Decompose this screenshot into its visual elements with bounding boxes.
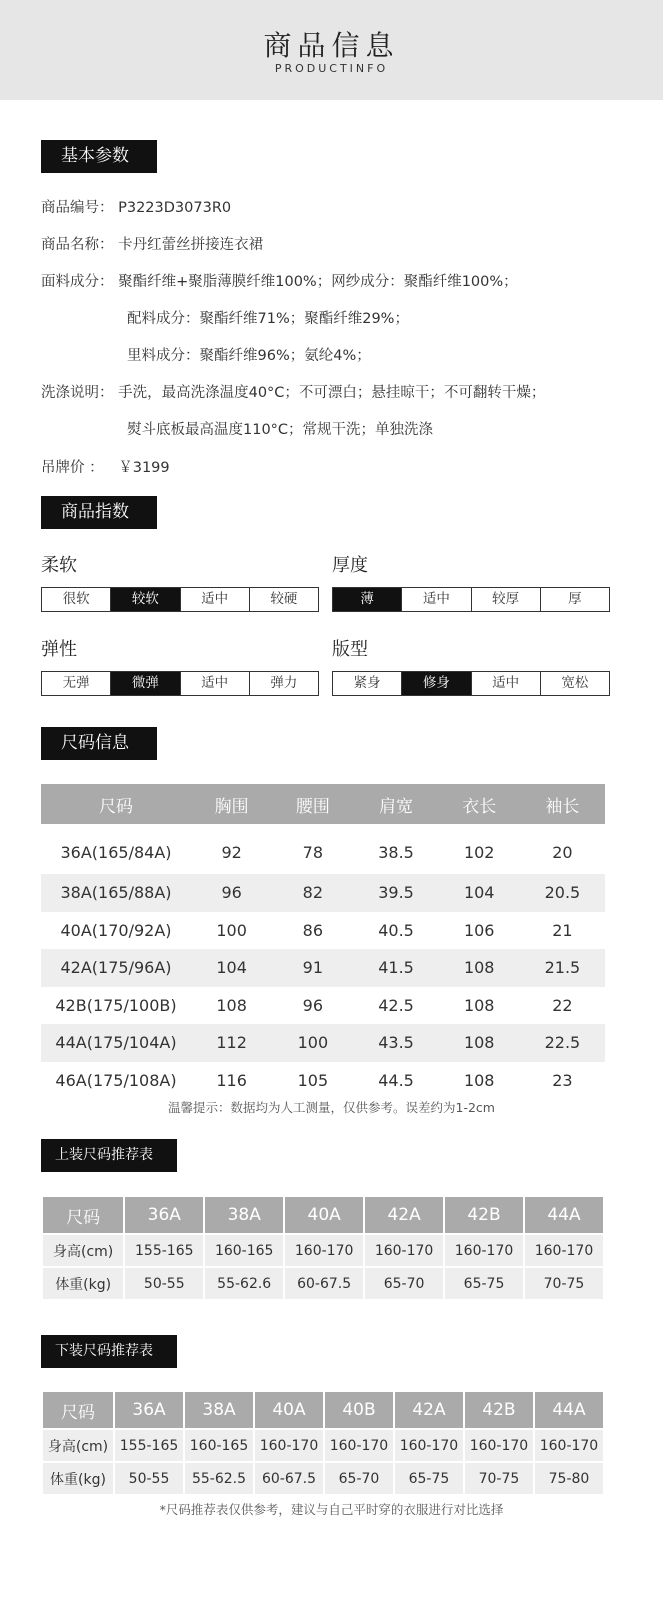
table-cell: 92 [221,842,242,862]
table-cell: 40A(170/92A) [60,920,172,940]
size-header-cell: 肩宽 [353,784,438,824]
table-cell: 39.5 [353,874,438,912]
table-cell: 42.5 [378,995,414,1015]
top-rec-table [41,1195,605,1301]
scale-option: 适中 [472,672,541,695]
size-header-cell: 衣长 [439,784,520,824]
table-cell: 96 [191,874,272,912]
rec-header-cell: 尺码 [43,1197,123,1233]
table-cell: 40.5 [378,920,414,940]
size-header-cell: 腰围 [272,784,353,824]
softness-title: 柔软 [41,555,77,576]
softness-scale [41,587,319,612]
table-cell: 65-70 [365,1268,443,1299]
table-row [43,1463,603,1494]
table-cell: 160-170 [445,1235,523,1266]
elasticity-title: 弹性 [41,639,77,660]
price-label: 吊牌价 ： [41,460,104,476]
rec-header-row [43,1197,603,1233]
rec-header-cell: 40A [255,1392,323,1428]
table-cell: 50-55 [125,1268,203,1299]
size-info-table [41,784,605,1099]
page-header [0,0,663,100]
price-value: ￥3199 [118,460,170,476]
product-code-value: P3223D3073R0 [118,200,232,216]
scale-option: 弹力 [270,675,298,691]
rec-header-row [43,1392,603,1428]
table-cell: 106 [463,920,495,940]
elasticity-scale [41,671,319,696]
thickness-scale [332,587,610,612]
table-cell: 65-75 [395,1463,463,1494]
table-cell: 112 [191,1024,272,1062]
bottom-rec-badge: 下装尺码推荐表 [41,1335,177,1368]
price-row [41,456,170,477]
table-cell: 42B(175/100B) [55,995,177,1015]
table-cell: 160-165 [185,1430,253,1461]
table-cell: 100 [216,920,247,940]
rec-header-cell: 42B [465,1392,533,1428]
table-cell: 体重(kg) [43,1268,123,1299]
wash-label: 洗涤说明： [41,385,114,401]
table-cell: 116 [216,1070,247,1090]
fabric-line-3: 里料成分：聚酯纤维96%；氨纶4%； [127,348,371,364]
table-cell: 160-170 [535,1430,603,1461]
table-cell: 55-62.6 [205,1268,283,1299]
table-cell: 104 [439,874,520,912]
rec-header-cell: 尺码 [43,1392,113,1428]
scale-option: 无弹 [42,672,111,695]
product-name-value: 卡丹红蕾丝拼接连衣裙 [118,237,264,253]
table-cell: 108 [463,995,495,1015]
table-cell: 46A(175/108A) [55,1070,177,1090]
product-code-row [41,196,231,217]
page-title: 商品信息 [263,29,400,62]
scale-option: 较软 [111,588,180,611]
scale-option: 适中 [181,588,250,611]
size-table-header-row [41,784,605,824]
table-cell: 身高(cm) [43,1430,113,1461]
rec-header-cell: 42B [445,1197,523,1233]
thickness-title: 厚度 [332,555,368,576]
table-cell: 108 [463,1070,495,1090]
fabric-line-2: 配料成分：聚酯纤维71%；聚酯纤维29%； [127,311,409,327]
scale-option: 厚 [568,591,582,607]
scale-option: 宽松 [561,675,589,691]
table-row [41,1024,605,1062]
table-cell: 体重(kg) [43,1463,113,1494]
basic-params-badge: 基本参数 [41,140,157,173]
wash-line-1: 手洗，最高洗涤温度40°C；不可漂白；悬挂晾干；不可翻转干燥； [118,385,546,401]
rec-header-cell: 44A [525,1197,603,1233]
top-rec-badge: 上装尺码推荐表 [41,1139,177,1172]
table-cell: 60-67.5 [285,1268,363,1299]
product-index-badge: 商品指数 [41,496,157,529]
scale-option: 适中 [181,672,250,695]
rec-header-cell: 40B [325,1392,393,1428]
table-cell: 60-67.5 [255,1463,323,1494]
table-cell: 78 [302,842,324,862]
table-cell: 身高(cm) [43,1235,123,1266]
rec-header-cell: 36A [115,1392,183,1428]
table-cell: 20 [552,842,573,862]
table-cell: 160-170 [285,1235,363,1266]
scale-option: 微弹 [111,672,180,695]
product-code-label: 商品编号： [41,200,114,216]
fabric-line-1: 聚酯纤维+聚脂薄膜纤维100%；网纱成分：聚酯纤维100%； [118,274,518,290]
fabric-label: 面料成分： [41,274,114,290]
rec-header-cell: 44A [535,1392,603,1428]
table-cell: 100 [272,1024,353,1062]
table-cell: 36A(165/84A) [60,842,172,862]
table-cell: 38.5 [378,842,414,862]
table-row [41,874,605,912]
table-cell: 75-80 [535,1463,603,1494]
table-row [41,912,605,950]
table-cell: 70-75 [465,1463,533,1494]
table-cell: 160-170 [325,1430,393,1461]
size-header-cell: 袖长 [520,784,605,824]
page-subtitle: PRODUCTINFO [274,62,389,75]
table-cell: 104 [191,949,272,987]
fit-title: 版型 [332,639,368,660]
table-cell: 44.5 [378,1070,414,1090]
table-cell: 160-170 [255,1430,323,1461]
rec-header-cell: 42A [395,1392,463,1428]
table-row [43,1430,603,1461]
table-row [43,1235,603,1266]
table-cell: 21 [552,920,573,940]
table-cell: 50-55 [115,1463,183,1494]
rec-header-cell: 38A [205,1197,283,1233]
table-cell: 65-75 [445,1268,523,1299]
table-cell: 105 [297,1070,329,1090]
table-cell: 22.5 [520,1024,605,1062]
table-cell: 41.5 [353,949,438,987]
fabric-row [41,270,518,291]
table-cell: 108 [439,1024,520,1062]
size-header-cell: 尺码 [41,784,191,824]
table-cell: 20.5 [520,874,605,912]
table-cell: 70-75 [525,1268,603,1299]
table-cell: 160-170 [525,1235,603,1266]
table-cell: 91 [272,949,353,987]
fit-scale [332,671,610,696]
scale-option: 较厚 [472,588,541,611]
table-cell: 21.5 [520,949,605,987]
table-cell: 44A(175/104A) [41,1024,191,1062]
rec-header-cell: 40A [285,1197,363,1233]
table-cell: 65-70 [325,1463,393,1494]
table-row [43,1268,603,1299]
scale-option: 很软 [42,588,111,611]
product-name-label: 商品名称： [41,237,114,253]
table-cell: 86 [302,920,324,940]
product-name-row [41,233,263,254]
table-cell: 160-170 [365,1235,443,1266]
size-note: 温馨提示：数据均为人工测量，仅供参考。误差约为1-2cm [168,1100,495,1115]
table-row [41,1062,605,1100]
scale-option: 较硬 [270,591,298,607]
bottom-rec-table [41,1390,605,1496]
table-cell: 102 [463,842,495,862]
table-cell: 155-165 [125,1235,203,1266]
table-cell: 160-170 [465,1430,533,1461]
table-cell: 96 [302,995,324,1015]
table-cell: 160-165 [205,1235,283,1266]
table-cell: 155-165 [115,1430,183,1461]
size-header-cell: 胸围 [191,784,272,824]
wash-line-2: 熨斗底板最高温度110°C；常规干洗；单独洗涤 [127,422,434,438]
table-cell: 160-170 [395,1430,463,1461]
scale-option: 薄 [333,588,402,611]
size-info-badge: 尺码信息 [41,727,157,760]
scale-option: 修身 [402,672,471,695]
table-cell: 43.5 [353,1024,438,1062]
rec-header-cell: 42A [365,1197,443,1233]
scale-option: 适中 [402,588,471,611]
table-cell: 82 [272,874,353,912]
table-row [41,987,605,1025]
table-cell: 55-62.5 [185,1463,253,1494]
table-cell: 38A(165/88A) [41,874,191,912]
table-cell: 108 [216,995,247,1015]
scale-option: 紧身 [333,672,402,695]
rec-header-cell: 38A [185,1392,253,1428]
rec-note: *尺码推荐表仅供参考，建议与自己平时穿的衣服进行对比选择 [159,1502,504,1517]
table-cell: 23 [552,1070,573,1090]
table-cell: 42A(175/96A) [41,949,191,987]
table-row [41,824,605,874]
wash-row [41,381,545,402]
table-row [41,949,605,987]
table-cell: 22 [552,995,573,1015]
table-cell: 108 [439,949,520,987]
rec-header-cell: 36A [125,1197,203,1233]
